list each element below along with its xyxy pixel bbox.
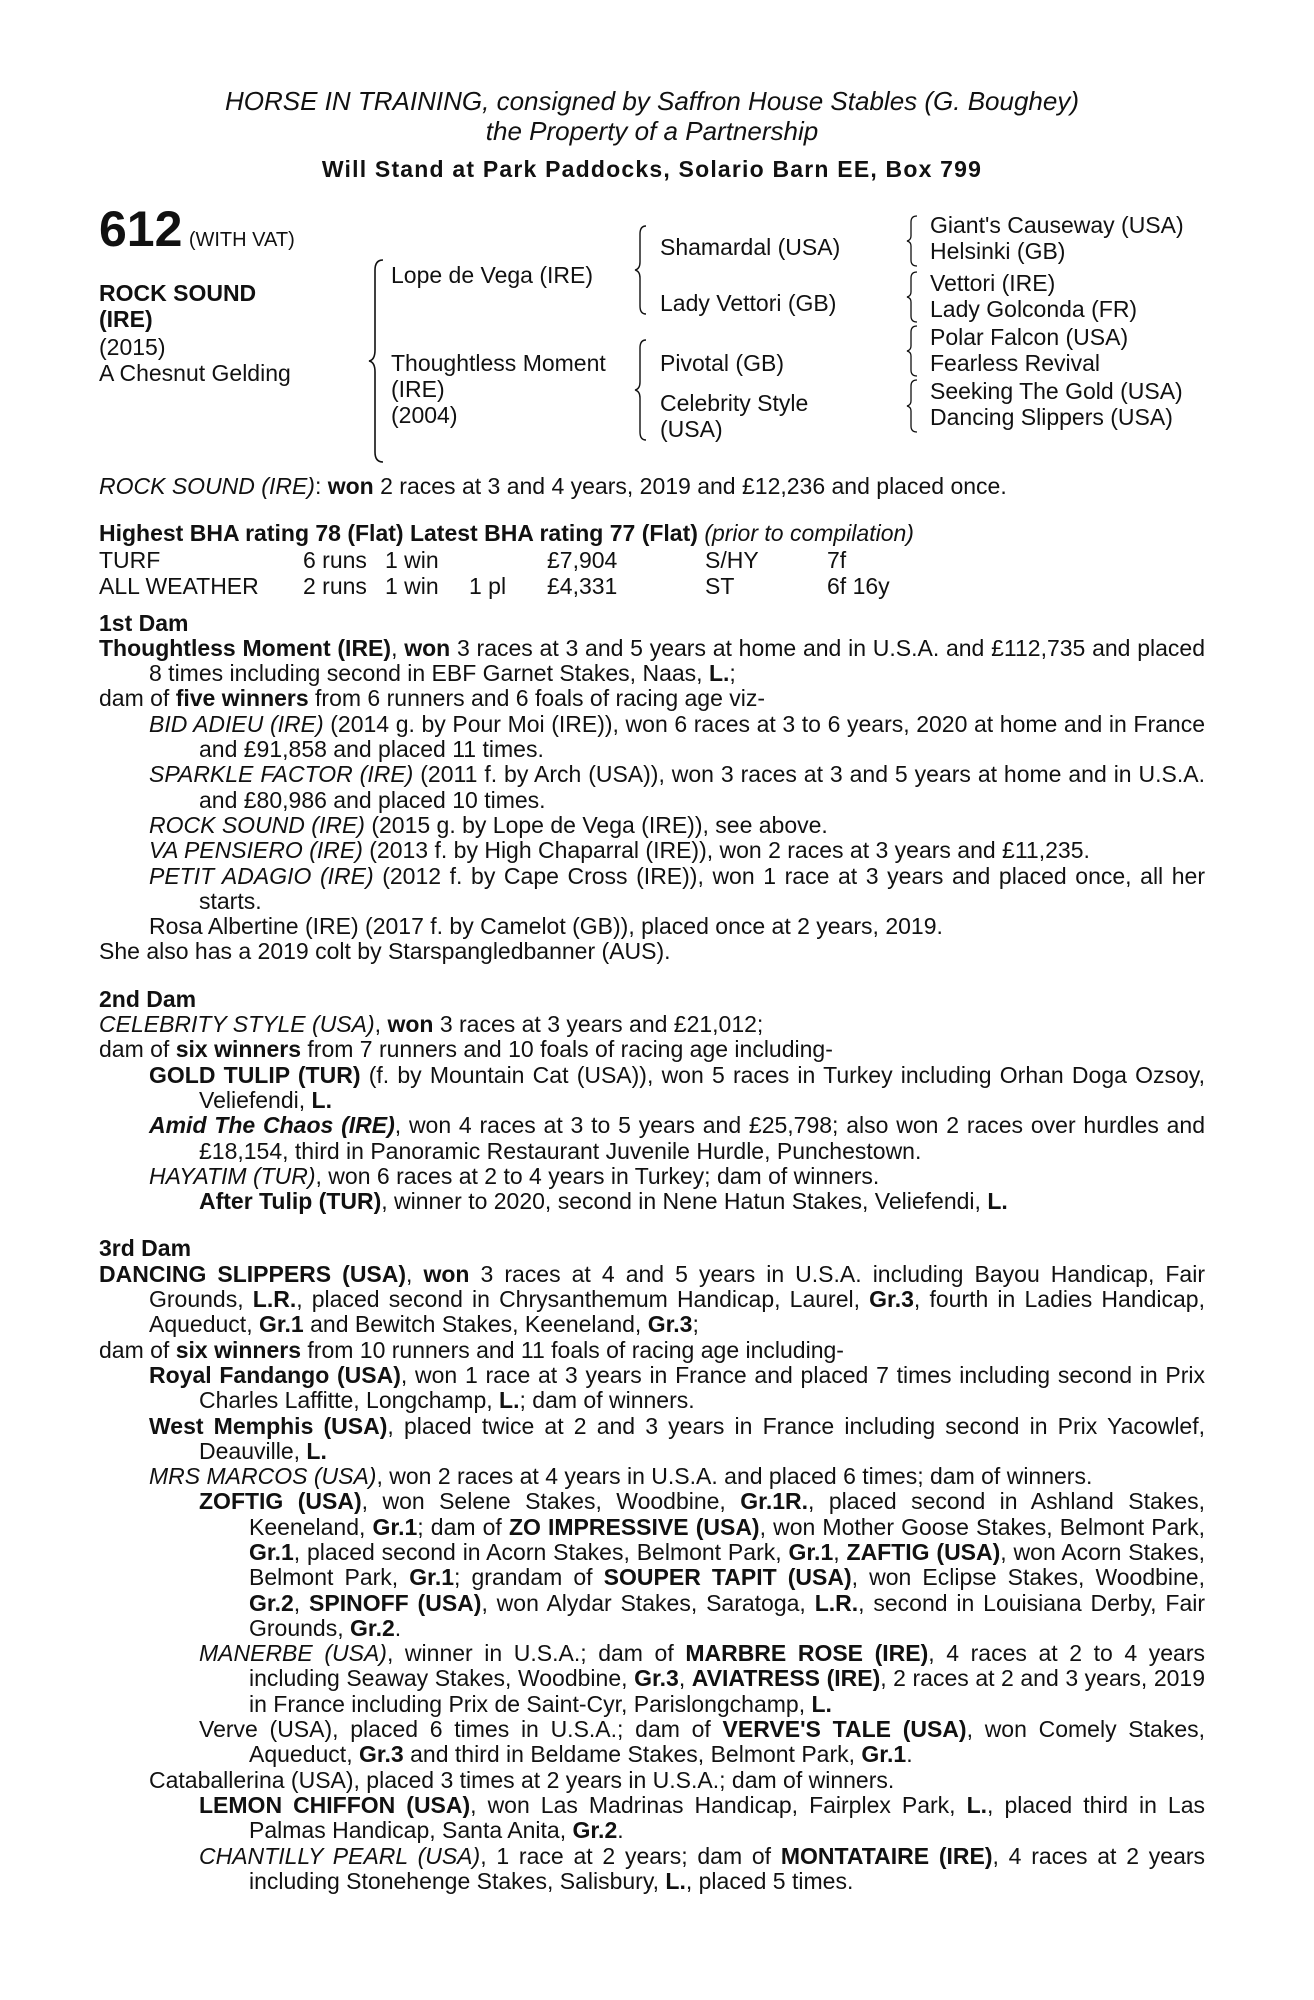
- progeny-entry: CHANTILLY PEARL (USA), 1 race at 2 years; dam of MONTATAIRE (IRE), 4 races at 2 years including Stonehenge Stakes, Salisbury, L., placed 5 times.: [199, 1842, 1206, 1894]
- stats-going: ST: [705, 572, 735, 599]
- stats-runs: 6 runs: [303, 546, 367, 573]
- dam-dam-line2: (USA): [660, 416, 723, 442]
- progeny-entry: Cataballerina (USA), placed 3 times at 2 years in U.S.A.; dam of winners.: [149, 1766, 895, 1793]
- progeny-entry: VA PENSIERO (IRE) (2013 f. by High Chaparral (IRE)), won 2 races at 3 years and £11,235.: [149, 837, 1090, 864]
- horse-name-line1: ROCK SOUND: [99, 280, 257, 306]
- sire-parents-brace: [633, 224, 649, 316]
- stats-going: S/HY: [705, 546, 759, 573]
- ss-sire: Giant's Causeway (USA): [930, 212, 1184, 238]
- ds-parents-brace: [905, 324, 919, 378]
- third-dam-record: DANCING SLIPPERS (USA), won 3 races at 4 and 5 years in U.S.A. including Bayou Handicap, Fair Grounds, L.R., placed second in Chrysanthemum Handicap, Laurel, Gr.3, fourth in Ladies Handicap, Aqueduct, Gr.1 and Bewitch Stakes, Keeneland, Gr.3;: [99, 1260, 1205, 1338]
- foaling-year: (2015): [99, 334, 166, 360]
- race-record: [99, 474, 1205, 547]
- progeny-entry: PETIT ADAGIO (IRE) (2012 f. by Cape Cross (IRE)), won 1 race at 3 years and placed once, all her starts.: [149, 862, 1206, 914]
- progeny-entry: BID ADIEU (IRE) (2014 g. by Pour Moi (IRE)), won 6 races at 3 to 6 years, 2020 at home and in France and £91,858 and placed 11 times.: [149, 710, 1206, 763]
- consignor-line: HORSE IN TRAINING, consigned by Saffron House Stables (G. Boughey): [224, 86, 1080, 116]
- pedigree-block: [99, 201, 1205, 474]
- stats-placed: 1 pl: [469, 572, 507, 599]
- third-dam-produce-summary: dam of six winners from 10 runners and 11 foals of racing age including-: [99, 1336, 844, 1363]
- vat-note: (WITH VAT): [188, 229, 295, 251]
- third-dam-heading: 3rd Dam: [99, 1235, 192, 1262]
- stats-prize: £4,331: [547, 572, 618, 599]
- sire: Lope de Vega (IRE): [391, 262, 594, 288]
- progeny-entry: MRS MARCOS (USA), won 2 races at 4 years in U.S.A. and placed 6 times; dam of winners.: [149, 1463, 1093, 1490]
- horse-name-line2: (IRE): [99, 306, 153, 332]
- progeny-entry: Verve (USA), placed 6 times in U.S.A.; dam of VERVE'S TALE (USA), won Comely Stakes, Aqueduct, Gr.3 and third in Beldame Stakes, Belmont Park, Gr.1.: [199, 1716, 1205, 1768]
- first-dam-note: She also has a 2019 colt by Starspangledbanner (AUS).: [99, 938, 671, 965]
- stats-distance: 6f 16y: [827, 572, 890, 599]
- stats-wins: 1 win: [385, 572, 439, 599]
- first-dam-produce-summary: dam of five winners from 6 runners and 6 foals of racing age viz-: [99, 685, 766, 712]
- stats-distance: 7f: [827, 546, 847, 573]
- progeny-entry: ZOFTIG (USA), won Selene Stakes, Woodbine, Gr.1R., placed second in Ashland Stakes, Keeneland, Gr.1; dam of ZO IMPRESSIVE (USA), won Mother Goose Stakes, Belmont Park, Gr.1, placed second in Acorn Stakes, Belmont Park, Gr.1, ZAFTIG (USA), won Acorn Stakes, Belmont Park, Gr.1; grandam of SOUPER TAPIT (USA), won Eclipse Stakes, Woodbine, Gr.2, SPINOFF (USA), won Alydar Stakes, Saratoga, L.R., second in Louisiana Derby, Fair Grounds, Gr.2.: [199, 1488, 1205, 1641]
- sd-sire: Vettori (IRE): [930, 270, 1056, 296]
- property-line: the Property of a Partnership: [485, 116, 819, 146]
- progeny-entry: After Tulip (TUR), winner to 2020, second in Nene Hatun Stakes, Veliefendi, L.: [199, 1188, 1008, 1215]
- dd-sire: Seeking The Gold (USA): [930, 378, 1183, 404]
- stabling-line: Will Stand at Park Paddocks, Solario Barn EE, Box 799: [321, 156, 983, 182]
- sire-dam-brace: [367, 258, 387, 464]
- progeny-entry: LEMON CHIFFON (USA), won Las Madrinas Handicap, Fairplex Park, L., placed third in Las Palmas Handicap, Santa Anita, Gr.2.: [199, 1791, 1205, 1844]
- dam-sire: Pivotal (GB): [660, 350, 784, 376]
- progeny-entry: Amid The Chaos (IRE), won 4 races at 3 to 5 years and £25,798; also won 2 races over hurdles and £18,154, third in Panoramic Restaurant Juvenile Hurdle, Punchestown.: [149, 1112, 1206, 1164]
- second-dam-record: CELEBRITY STYLE (USA), won 3 races at 3 years and £21,012;: [99, 1011, 764, 1038]
- dam-year: (2004): [391, 402, 458, 428]
- summary-line: ROCK SOUND (IRE): won 2 races at 3 and 4 years, 2019 and £12,236 and placed once.: [99, 473, 1007, 499]
- sd-parents-brace: [905, 270, 919, 324]
- dam-parents-brace: [633, 338, 649, 442]
- stats-surface: TURF: [99, 546, 161, 573]
- catalogue-page: [99, 86, 1205, 1894]
- second-dam-produce-summary: dam of six winners from 7 runners and 10 foals of racing age including-: [99, 1036, 833, 1063]
- second-dam-heading: 2nd Dam: [99, 985, 197, 1012]
- first-dam-record: Thoughtless Moment (IRE), won 3 races at 3 and 5 years at home and in U.S.A. and £112,735 and placed 8 times including second in EBF Garnet Stakes, Naas, L.;: [99, 634, 1205, 687]
- stats-runs: 2 runs: [303, 572, 367, 599]
- lot-number-row: [99, 201, 295, 257]
- progeny-entry: Royal Fandango (USA), won 1 race at 3 years in France and placed 7 times including second in Prix Charles Laffitte, Longchamp, L.; dam of winners.: [149, 1361, 1206, 1414]
- dam: Thoughtless Moment: [391, 350, 606, 376]
- dam-sections: [99, 611, 1205, 1895]
- ds-dam: Fearless Revival: [930, 350, 1100, 376]
- dam-line2: (IRE): [391, 376, 445, 402]
- progeny-entry: MANERBE (USA), winner in U.S.A.; dam of MARBRE ROSE (IRE), 4 races at 2 to 4 years including Seaway Stakes, Woodbine, Gr.3, AVIATRESS (IRE), 2 races at 2 and 3 years, 2019 in France including Prix de Saint-Cyr, Parislongchamp, L.: [199, 1640, 1206, 1717]
- lot-number: 612: [99, 201, 183, 257]
- progeny-entry: SPARKLE FACTOR (IRE) (2011 f. by Arch (USA)), won 3 races at 3 and 5 years at home and in U.S.A. and £80,986 and placed 10 times.: [149, 761, 1205, 813]
- sire-sire: Shamardal (USA): [660, 234, 841, 260]
- sd-dam: Lady Golconda (FR): [930, 296, 1138, 322]
- ratings-line: Highest BHA rating 78 (Flat) Latest BHA rating 77 (Flat) (prior to compilation): [99, 520, 914, 547]
- progeny-entry: Rosa Albertine (IRE) (2017 f. by Camelot (GB)), placed once at 2 years, 2019.: [149, 913, 943, 940]
- first-dam-heading: 1st Dam: [99, 609, 189, 636]
- sire-dam: Lady Vettori (GB): [660, 290, 837, 316]
- dam-dam: Celebrity Style: [660, 390, 809, 416]
- horse-description: A Chesnut Gelding: [99, 360, 291, 386]
- ss-parents-brace: [905, 214, 919, 268]
- progeny-entry: GOLD TULIP (TUR) (f. by Mountain Cat (USA)), won 5 races in Turkey including Orhan Doga Ozsoy, Veliefendi, L.: [149, 1061, 1205, 1113]
- ds-sire: Polar Falcon (USA): [930, 324, 1129, 350]
- progeny-entry: HAYATIM (TUR), won 6 races at 2 to 4 years in Turkey; dam of winners.: [149, 1162, 880, 1189]
- ss-dam: Helsinki (GB): [930, 238, 1066, 264]
- performance-table: [99, 547, 1205, 599]
- dd-dam: Dancing Slippers (USA): [930, 404, 1173, 430]
- stats-wins: 1 win: [385, 546, 439, 573]
- dd-parents-brace: [905, 378, 919, 434]
- progeny-entry: ROCK SOUND (IRE) (2015 g. by Lope de Vega (IRE)), see above.: [149, 811, 828, 838]
- stats-prize: £7,904: [547, 546, 618, 573]
- stats-surface: ALL WEATHER: [99, 572, 259, 599]
- progeny-entry: West Memphis (USA), placed twice at 2 and 3 years in France including second in Prix Yacowlef, Deauville, L.: [149, 1412, 1205, 1464]
